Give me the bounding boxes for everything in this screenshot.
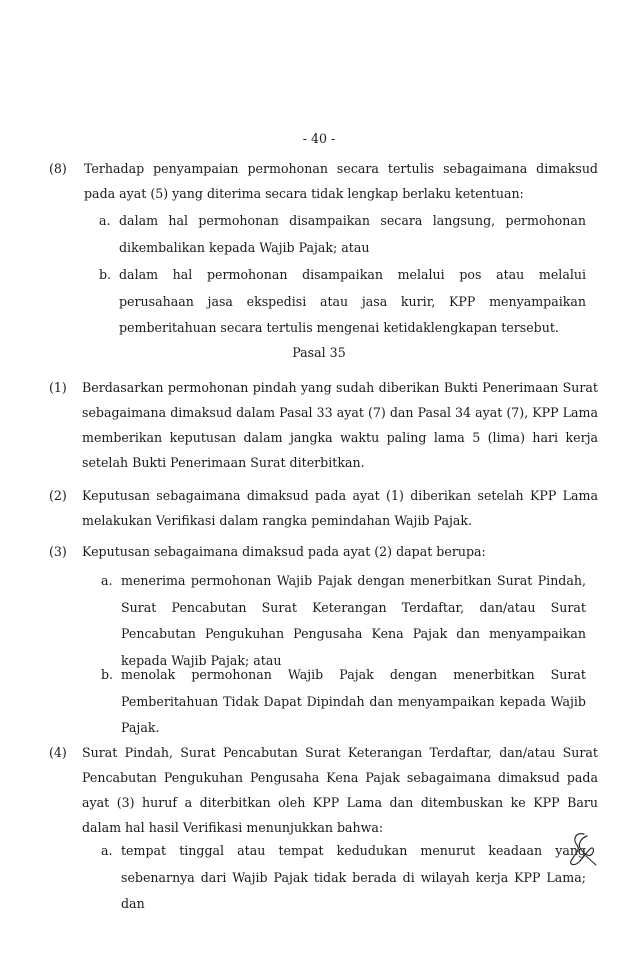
item-text: menolak permohonan Wajib Pajak dengan menerbitkan Surat Pemberitahuan Tidak Dapat Dipindah dan menyampaikan kepada Wajib Pajak.: [121, 667, 586, 735]
paragraph-text: Keputusan sebagaimana dimaksud pada ayat (2) dapat berupa:: [82, 544, 486, 559]
paragraph-2: [49, 483, 598, 533]
item-text: tempat tinggal atau tempat kedudukan menurut keadaan yang sebenarnya dari Wajib Pajak tidak berada di wilayah kerja KPP Lama; dan: [121, 843, 586, 911]
item-letter: a.: [99, 213, 111, 228]
item-letter: b.: [101, 667, 114, 682]
item-text: dalam hal permohonan disampaikan secara langsung, permohonan dikembalikan kepada Wajib Pajak; atau: [119, 213, 586, 255]
item-letter: a.: [101, 573, 113, 588]
paragraph-3: [49, 539, 598, 564]
item-letter: b.: [99, 267, 112, 282]
paragraph-text: Terhadap penyampaian permohonan secara tertulis sebagaimana dimaksud pada ayat (5) yang diterima secara tidak lengkap berlaku ketentuan:: [84, 161, 598, 201]
list-item-3a: [101, 568, 586, 674]
list-item-8b: [99, 262, 586, 342]
paragraph-number: (2): [49, 488, 67, 503]
paragraph-number: (4): [49, 745, 67, 760]
paragraph-number: (8): [49, 161, 67, 176]
paragraph-8: [49, 156, 598, 206]
paragraph-4: [49, 740, 598, 840]
list-item-8a: [99, 208, 586, 261]
item-text: dalam hal permohonan disampaikan melalui pos atau melalui perusahaan jasa ekspedisi atau jasa kurir, KPP menyampaikan pemberitahuan secara tertulis mengenai ketidaklengkapan tersebut.: [119, 267, 586, 335]
page-number: - 40 -: [302, 131, 336, 146]
paragraph-1: [49, 375, 598, 475]
paragraph-text: Surat Pindah, Surat Pencabutan Surat Keterangan Terdaftar, dan/atau Surat Pencabutan Pengukuhan Pengusaha Kena Pajak sebagaimana dimaksud pada ayat (3) huruf a diterbitkan oleh KPP Lama dan ditembuskan ke KPP Baru dalam hal hasil Verifikasi menunjukkan bahwa:: [82, 745, 598, 835]
paragraph-number: (3): [49, 544, 67, 559]
paragraph-text: Keputusan sebagaimana dimaksud pada ayat (1) diberikan setelah KPP Lama melakukan Verifikasi dalam rangka pemindahan Wajib Pajak.: [82, 488, 598, 528]
article-title: Pasal 35: [292, 345, 346, 360]
paragraph-number: (1): [49, 380, 67, 395]
paragraph-text: Berdasarkan permohonan pindah yang sudah diberikan Bukti Penerimaan Surat sebagaimana dimaksud dalam Pasal 33 ayat (7) dan Pasal 34 ayat (7), KPP Lama memberikan keputusan dalam jangka waktu paling lama 5 (lima) hari kerja setelah Bukti Penerimaan Surat diterbitkan.: [82, 380, 598, 470]
list-item-4a: [101, 838, 586, 918]
list-item-3b: [101, 662, 586, 742]
item-letter: a.: [101, 843, 113, 858]
initials-signature-icon: [566, 831, 598, 867]
item-text: menerima permohonan Wajib Pajak dengan menerbitkan Surat Pindah, Surat Pencabutan Surat Keterangan Terdaftar, dan/atau Surat Pencabutan Pengukuhan Pengusaha Kena Pajak dan menyampaikan kepada Wajib Pajak; atau: [121, 573, 586, 668]
